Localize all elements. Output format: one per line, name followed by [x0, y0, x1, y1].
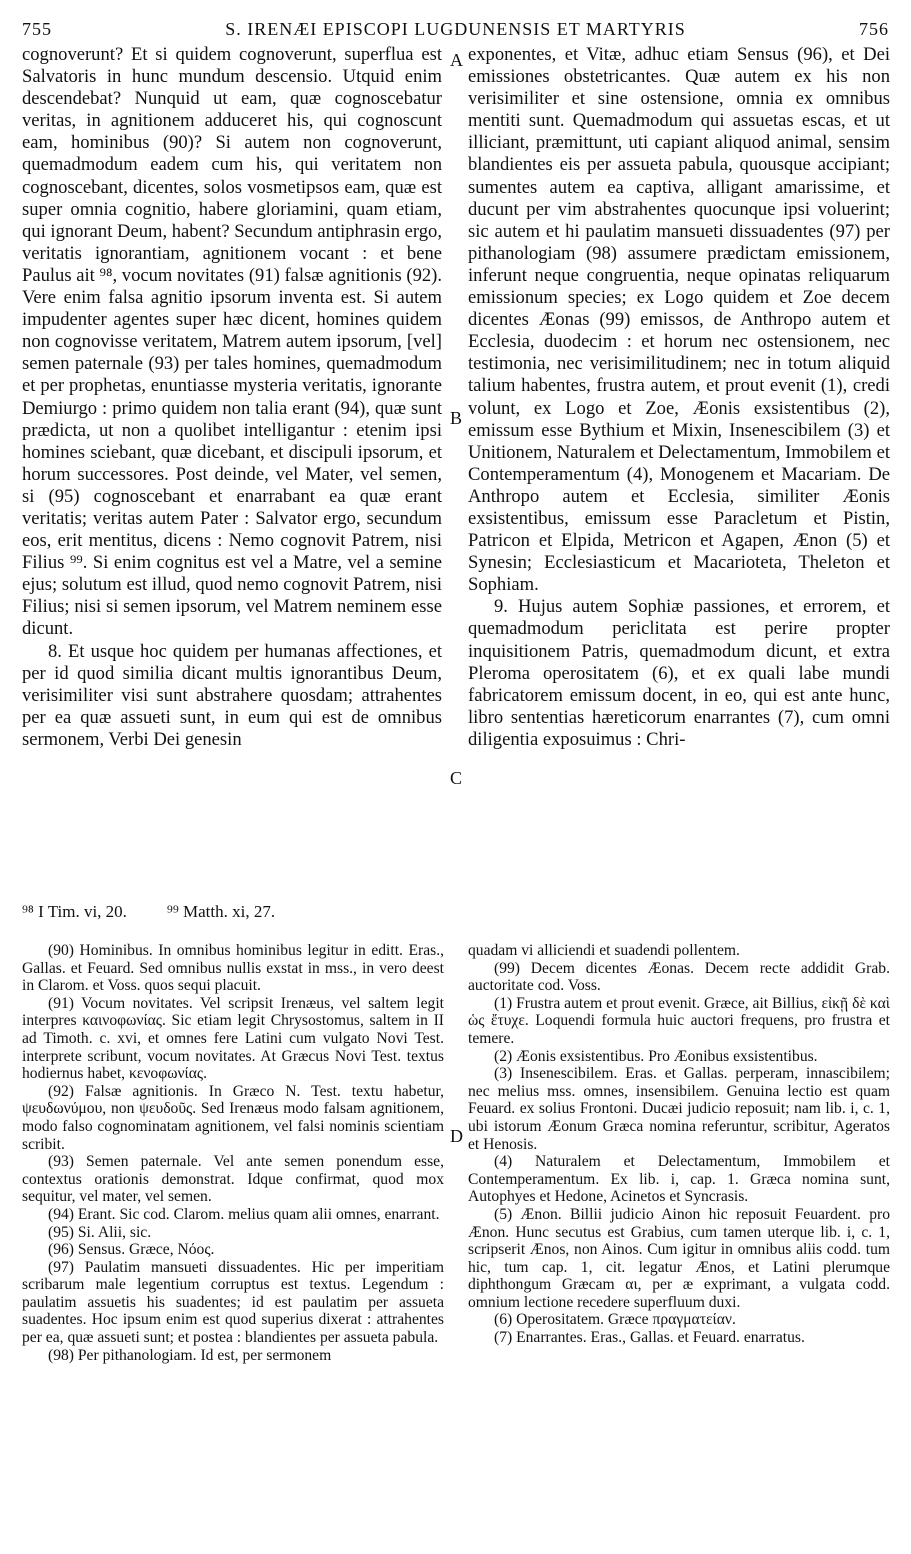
footnotes-right-column	[468, 942, 890, 1347]
margin-letter-a: A	[450, 50, 463, 70]
footnote: (95) Si. Alii, sic.	[48, 1223, 152, 1241]
footnote: (92) Falsæ agnitionis. In Græco N. Test. textu habetur, ψευδωνύμου, non ψευδοῦς. Sed Irenæus modo falsam agnitionem, modo falso cognominatam agnitionem, vel falsi nominis scientiam scribit.	[22, 1082, 444, 1153]
footnotes-left-column	[22, 942, 444, 1364]
paragraph: exponentes, et Vitæ, adhuc etiam Sensus (96), et Dei emissiones obstetricantes. Quæ autem ex his non verisimiliter et sine ostensione, omnia ex omnibus mentiti sunt. Quemadmodum qui assuetas escas, et ut illiciant, præmittunt, uti capiant aliquod animal, sensim blandientes eis per assueta pabula, quousque accipiant; sumentes autem ea captiva, alligant amarissime, et ducunt per vim abstrahentes quocunque ipsi voluerint; sic autem et hi paulatim mansueti dissuadentes (97) per pithanologiam (98) assumere prædictam emissionem, inferunt neque congruentia, neque opinatas reliquarum emissionum species; ex Logo quidem et Zoe decem dicentes Æonas (99) emissos, de Anthropo autem et Ecclesia, duodecim : et horum nec ostensionem, nec testimonia, nec verisimilitudinem; nec in totum aliquid talium habentes, frustra autem, et prout evenit (1), credi volunt, ex Logo et Zoe, Æonis exsistentibus (2), emissum esse Bythium et Mixin, Insenescibilem (3) et Unitionem, Naturalem et Delectamentum, Immobilem et Contemperamentum (4), Monogenem et Macariam. De Anthropo autem et Ecclesia, similiter Æonis exsistentibus, emissum esse Paracletum et Pistin, Patricon et Elpida, Metricon et Agapen, Ænon (5) et Synesin; Ecclesiasticum et Macarioteta, Theleton et Sophiam.	[468, 44, 890, 596]
footnote-continuation: quadam vi alliciendi et suadendi pollentem.	[468, 942, 740, 959]
left-text-column	[22, 44, 442, 751]
scripture-references	[22, 902, 275, 922]
paragraph: 8. Et usque hoc quidem per humanas affectiones, et per id quod similia dicant multis ignorantibus Deum, verisimiliter visi sunt abstrahere quosdam; attrahentes per ea quæ assueti sunt, in eum qui est de omnibus sermonem, Verbi Dei genesin	[22, 640, 442, 750]
footnote: (91) Vocum novitates. Vel scripsit Irenæus, vel saltem legit interpres καινοφωνίας. Sic etiam legit Chrysostomus, saltem in II ad Timoth. c. xvi, et omnes fere Latini cum vulgato Novi Test. interprete scribunt, vocum novitates. At Græcus Novi Test. textus hodiernus habet, κενοφωνίας.	[22, 994, 444, 1083]
paragraph: cognoverunt? Et si quidem cognoverunt, superflua est Salvatoris in hunc mundum descensio. Utquid enim descendebat? Nunquid ut eam, quæ cognoscebatur veritas, in agnitionem adduceret his, qui cognoscunt eam, hominibus (90)? Si autem non cognoverunt, quemadmodum eadem cum his, qui veritatem non cognoscebant, dicentes, solos vosmetipsos eam, quæ est super omnia cognitio, habere gloriamini, quam etiam, qui ignorant Deum, habent? Secundum antiphrasin ergo, veritatis ignorantiam, agnitionem vocant : et bene Paulus ait ⁹⁸, vocum novitates (91) falsæ agnitionis (92). Vere enim falsa agnitio ipsorum inventa est. Si autem impudenter agentes super hæc dicent, homines quidem non cognovisse veritatem, Matrem autem ipsorum, [vel] semen paternale (93) per tales homines, quemadmodum et per prophetas, enuntiasse mysteria veritatis, ignorante Demiurgo : primo quidem non talia erant (94), quæ sunt prædicta, ut non a quolibet intelligantur : etenim ipsi homines sciebant, quæ dicebant, et discipuli ipsorum, et horum successores. Post deinde, vel Mater, vel semen, si (95) cognoscebant et enarrabant ea quæ erant veritatis; veritas autem Pater : Salvator ergo, secundum eos, erit mentitus, dicens : Nemo cognovit Patrem, nisi Filius ⁹⁹. Si enim cognitus est vel a Matre, vel a semine ejus; solutum est illud, quod nemo cognovit Patrem, nisi Filius; nisi si semen ipsorum, vel Matrem neminem esse dicunt.	[22, 44, 442, 640]
right-text-column	[468, 44, 890, 751]
footnote: (94) Erant. Sic cod. Clarom. melius quam alii omnes, enarrant.	[48, 1205, 440, 1223]
footnote: (99) Decem dicentes Æonas. Decem recte addidit Grab. auctoritate cod. Voss.	[468, 959, 890, 995]
margin-letter-c: C	[450, 768, 463, 788]
footnote: (4) Naturalem et Delectamentum, Immobilem et Contemperamentum. Ex lib. i, cap. 1. Græca nomina sunt, Autophyes et Hedone, Acinetos et Syncrasis.	[468, 1153, 890, 1206]
footnote: (96) Sensus. Græce, Νόος.	[48, 1241, 215, 1259]
footnote: (1) Frustra autem et prout evenit. Græce, ait Billius, εἰκῇ δὲ καὶ ὡς ἔτυχε. Loquendi formula huic auctori frequens, pro frustra et temere.	[468, 994, 890, 1047]
page-header	[22, 16, 889, 42]
footnote: (98) Per pithanologiam. Id est, per sermonem	[48, 1346, 332, 1364]
running-title: S. IRENÆI EPISCOPI LUGDUNENSIS ET MARTYRIS	[225, 18, 686, 39]
margin-letter-b: B	[450, 408, 463, 428]
left-page-number: 755	[22, 18, 52, 39]
footnote: (2) Æonis exsistentibus. Pro Æonibus exsistentibus.	[494, 1047, 818, 1065]
scripture-ref: ⁹⁹ Matth. xi, 27.	[166, 902, 276, 921]
footnotes	[0, 942, 911, 1542]
footnote: (7) Enarrantes. Eras., Gallas. et Feuard. enarratus.	[494, 1329, 805, 1347]
footnote: (6) Operositatem. Græce πραγματείαν.	[494, 1311, 736, 1329]
margin-letter-d: D	[450, 1126, 463, 1146]
footnote: (93) Semen paternale. Vel ante semen ponendum esse, contextus orationis demonstrat. Idque confirmat, quod mox sequitur, vel mater, vel semen.	[22, 1153, 444, 1206]
footnote: (90) Hominibus. In omnibus hominibus legitur in editt. Eras., Gallas. et Feuard. Sed omnibus nullis exstat in mss., in vero deest in Clarom. et Voss. quos sequi placuit.	[22, 942, 444, 995]
footnote: (97) Paulatim mansueti dissuadentes. Hic per imperitiam scribarum male legentium corruptus est textus. Legendum : paulatim assuetis his suadentes; id est paulatim per assueta suadentes. Hoc ipsum enim est quod superius dixerat : attrahentes per ea, quæ assueti sunt; et postea : blandientes per assueta pabula.	[22, 1258, 444, 1347]
right-page-number: 756	[859, 18, 889, 39]
scripture-ref: ⁹⁸ I Tim. vi, 20.	[22, 902, 127, 921]
paragraph: 9. Hujus autem Sophiæ passiones, et errorem, et quemadmodum periclitata est perire propter inquisitionem Patris, quemadmodum dicunt, et extra Pleroma operositatem (6), et ex quali labe mundi fabricatorem emissum docent, in eo, qui est ante hunc, libro sententias hæreticorum enarrantes (7), cum omni diligentia exposuimus : Chri-	[468, 596, 890, 750]
footnote: (3) Insenescibilem. Eras. et Gallas. perperam, innascibilem; nec melius mss. omnes, insensibilem. Genuina lectio est quam Feuard. ex solius Frontoni. Ducæi judicio reposuit; nam lib. i, c. 1, ubi istorum Æonum Græca nomina referuntur, scribitur, Ageratos et Henosis.	[468, 1065, 890, 1153]
footnote: (5) Ænon. Billii judicio Ainon hic reposuit Feuardent. pro Ænon. Hunc secutus est Grabius, cum tamen uterque lib. i, c. 1, scripserit Ænos, non Ainos. Cum igitur in omnibus aliis codd. tum hic, tum cap. 1, cit. legatur Ænos, et Latini plerumque diphthongum Græcam αι, per æ exprimant, a vulgata codd. omnium lectione recedere superfluum duxi.	[468, 1205, 890, 1311]
